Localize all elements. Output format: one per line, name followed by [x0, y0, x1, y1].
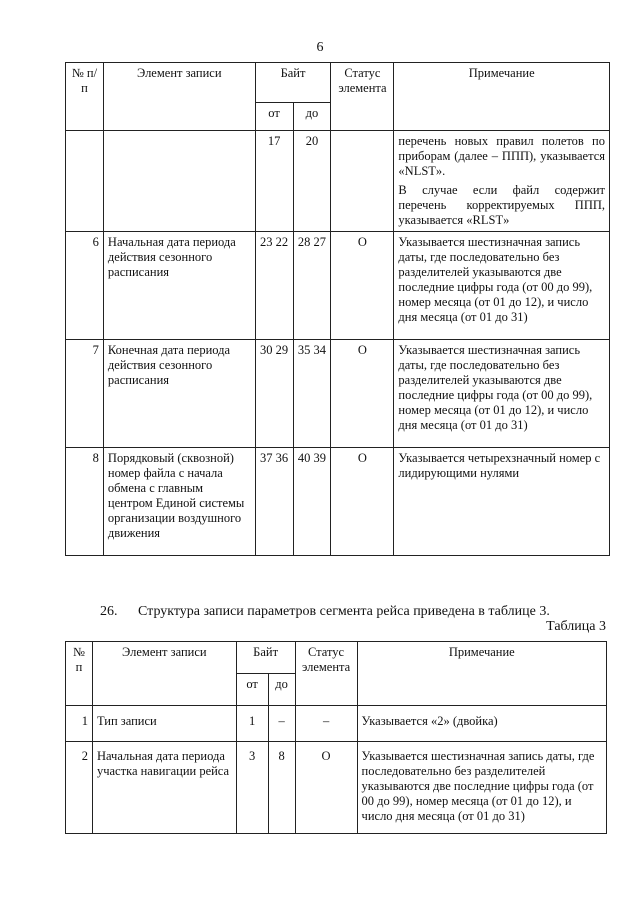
table-header-row [66, 642, 607, 674]
row-element: Порядковый (сквозной) номер файла с начала обмена с главным центром Единой системы организации воздушного движения [103, 448, 255, 556]
table-row [66, 131, 610, 232]
row-number: 1 [66, 706, 93, 742]
table-row [66, 448, 610, 556]
table-row [66, 340, 610, 448]
row-number: 8 [66, 448, 104, 556]
table-row [66, 232, 610, 340]
table-header-row [66, 63, 610, 103]
row-element: Начальная дата периода действия сезонного расписания [103, 232, 255, 340]
paragraph-text: Структура записи параметров сегмента рейса приведена в таблице 3. [138, 604, 550, 619]
paragraph-number: 26. [100, 604, 118, 619]
header-note: Примечание [357, 642, 606, 706]
row-note: Указывается шестизначная запись даты, где последовательно без разделителей указываются две последние цифры года (от 00 до 99), номер месяца (от 01 до 12), и число дня месяца (от 01 до 31) [394, 340, 610, 448]
segment-record-table [65, 641, 607, 834]
row-number [66, 131, 104, 232]
table-row [66, 742, 607, 834]
row-note: Указывается «2» (двойка) [357, 706, 606, 742]
row-element: Конечная дата периода действия сезонного расписания [103, 340, 255, 448]
row-byte-from: 37 36 [255, 448, 293, 556]
row-byte-to: 28 27 [293, 232, 331, 340]
header-byte-from: от [236, 674, 268, 706]
page-number: 6 [316, 40, 324, 55]
note-paragraph: перечень новых правил полетов по приборам (далее – ППП), указывается «NLST». [398, 134, 605, 178]
table-caption: Таблица 3 [546, 619, 606, 634]
header-byte: Байт [255, 63, 331, 103]
row-byte-from: 17 [255, 131, 293, 232]
row-element [103, 131, 255, 232]
row-byte-to: – [268, 706, 295, 742]
header-byte-to: до [268, 674, 295, 706]
row-note [394, 131, 610, 232]
byte-structure-table [65, 62, 610, 556]
header-number: № п/п [66, 63, 104, 131]
row-note: Указывается шестизначная запись даты, где последовательно без разделителей указываются две последние цифры года (от 00 до 99), номер месяца (от 01 до 12), и число дня месяца (от 01 до 31) [357, 742, 606, 834]
row-status: О [331, 232, 394, 340]
row-byte-from: 30 29 [255, 340, 293, 448]
row-number: 2 [66, 742, 93, 834]
row-byte-from: 1 [236, 706, 268, 742]
row-note: Указывается шестизначная запись даты, где последовательно без разделителей указываются две последние цифры года (от 00 до 99), номер месяца (от 01 до 12), и число дня месяца (от 01 до 31) [394, 232, 610, 340]
header-number: № п [66, 642, 93, 706]
header-element: Элемент записи [103, 63, 255, 131]
row-status: – [295, 706, 357, 742]
row-element: Тип записи [92, 706, 236, 742]
row-status: О [331, 448, 394, 556]
row-byte-to: 20 [293, 131, 331, 232]
header-element: Элемент записи [92, 642, 236, 706]
row-number: 7 [66, 340, 104, 448]
header-byte: Байт [236, 642, 295, 674]
header-note: Примечание [394, 63, 610, 131]
header-byte-from: от [255, 103, 293, 131]
note-paragraph: В случае если файл содержит перечень корректируемых ППП, указывается «RLST» [398, 183, 605, 227]
header-byte-to: до [293, 103, 331, 131]
row-byte-from: 23 22 [255, 232, 293, 340]
row-byte-from: 3 [236, 742, 268, 834]
row-note: Указывается четырехзначный номер с лидирующими нулями [394, 448, 610, 556]
row-status [331, 131, 394, 232]
row-byte-to: 35 34 [293, 340, 331, 448]
row-status: О [295, 742, 357, 834]
paragraph-26 [100, 604, 550, 620]
header-status: Статус элемента [295, 642, 357, 706]
header-status: Статус элемента [331, 63, 394, 131]
row-byte-to: 8 [268, 742, 295, 834]
row-byte-to: 40 39 [293, 448, 331, 556]
table-row [66, 706, 607, 742]
row-element: Начальная дата периода участка навигации рейса [92, 742, 236, 834]
row-status: О [331, 340, 394, 448]
row-number: 6 [66, 232, 104, 340]
